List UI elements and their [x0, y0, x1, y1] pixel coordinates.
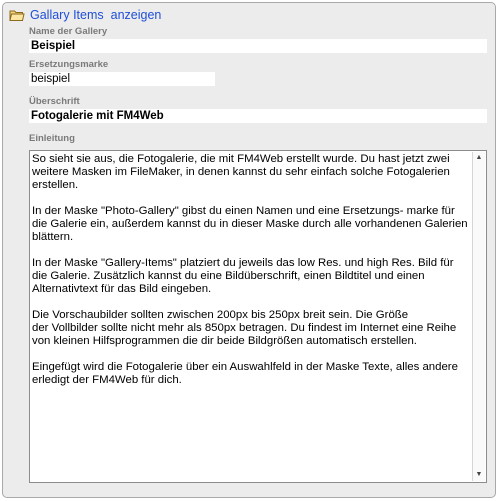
ueberschrift-label: Überschrift — [29, 96, 80, 107]
panel-header — [9, 7, 161, 23]
scroll-down-icon[interactable]: ▼ — [475, 471, 483, 478]
ueberschrift-field[interactable]: Fotogalerie mit FM4Web — [29, 109, 487, 123]
name-label: Name der Gallery — [29, 26, 108, 37]
textarea-scrollbar[interactable] — [472, 152, 485, 481]
einleitung-paragraph: So sieht sie aus, die Fotogalerie, die mit FM4Web erstellt wurde. Du hast jetzt zwei weitere Masken im FileMaker, in denen kannst du sehr einfach solche Fotogalerien erstellen. — [32, 153, 450, 191]
ersetzungsmarke-label: Ersetzungsmarke — [29, 59, 109, 70]
anzeigen-link[interactable]: anzeigen — [110, 8, 162, 22]
einleitung-paragraph: Die Vorschaubilder sollten zwischen 200px bis 250px breit sein. Die Größe der Vollbilder sollte nicht mehr als 850px betragen. Du findest im Internet eine Reihe von kleinen Hilfsprogrammen die dir beide Bildgrößen automatisch erstellen. — [32, 309, 457, 347]
name-field[interactable]: Beispiel — [29, 39, 487, 53]
scroll-up-icon[interactable]: ▲ — [475, 154, 483, 161]
einleitung-label: Einleitung — [29, 133, 75, 144]
folder-icon — [9, 8, 25, 22]
ersetzungsmarke-field[interactable]: beispiel — [29, 72, 215, 86]
einleitung-paragraph: Eingefügt wird die Fotogalerie über ein Auswahlfeld in der Maske Texte, alles andere erledigt der FM4Web für dich. — [32, 361, 458, 386]
einleitung-textarea[interactable] — [29, 150, 487, 483]
gallery-items-link[interactable]: Gallary Items — [30, 8, 104, 22]
einleitung-paragraph: In der Maske "Photo-Gallery" gibst du einen Namen und eine Ersetzungs- marke für die Galerie ein, außerdem kannst du in dieser Maske durch alle vorhandenen Galerien blättern. — [32, 205, 468, 243]
einleitung-text — [32, 153, 470, 482]
gallery-panel — [2, 2, 496, 498]
einleitung-paragraph: In der Maske "Gallery-Items" platziert du jeweils das low Res. und high Res. Bild für die Galerie. Zusätzlich kannst du eine Bildüberschrift, einen Bildtitel und einen Alternativtext für das Bild eingeben. — [32, 257, 454, 295]
